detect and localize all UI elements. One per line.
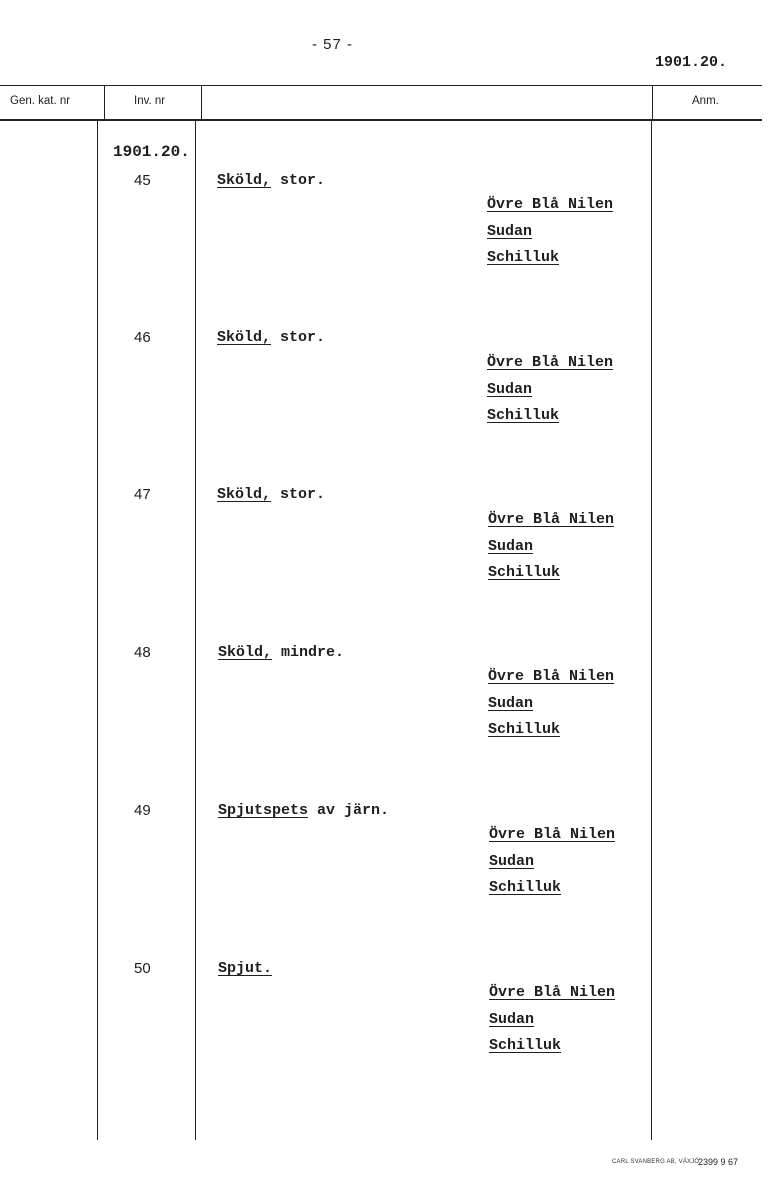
column-header-inv-nr: Inv. nr (134, 95, 166, 107)
header-top-rule (0, 85, 762, 86)
object-detail: stor. (271, 329, 326, 346)
origin-block (487, 192, 613, 272)
inv-number: 50 (134, 960, 151, 977)
object-description (217, 486, 325, 503)
origin-region: Övre Blå Nilen (488, 668, 615, 685)
object-description (218, 802, 389, 819)
origin-block (488, 664, 614, 744)
origin-country: Sudan (489, 1010, 535, 1028)
origin-country: Sudan (488, 694, 534, 712)
object-name: Sköld, (217, 329, 272, 346)
origin-country: Sudan (488, 537, 534, 555)
origin-region: Övre Blå Nilen (489, 826, 616, 843)
column-divider-desc (201, 86, 202, 120)
inv-number: 47 (134, 486, 151, 503)
origin-people: Schilluk (489, 879, 562, 896)
printer-imprint: CARL SVANBERG AB, VÄXJÖ (612, 1159, 700, 1165)
inv-number: 49 (134, 802, 151, 819)
origin-block (488, 507, 614, 587)
origin-people: Schilluk (488, 564, 561, 581)
origin-people: Schilluk (488, 721, 561, 738)
column-divider-inv (104, 86, 105, 120)
column-divider-anm (652, 86, 653, 120)
origin-block (489, 822, 615, 902)
object-detail: stor. (271, 172, 326, 189)
object-name: Sköld, (218, 644, 273, 661)
header-accession-number: 1901.20. (655, 54, 728, 71)
inv-number: 45 (134, 172, 151, 189)
object-name: Spjut. (218, 960, 273, 977)
page-number: - 57 - (312, 36, 354, 53)
origin-country: Sudan (487, 380, 533, 398)
inv-number: 48 (134, 644, 151, 661)
inv-number: 46 (134, 329, 151, 346)
origin-people: Schilluk (489, 1037, 562, 1054)
object-name: Sköld, (217, 486, 272, 503)
origin-country: Sudan (489, 852, 535, 870)
object-detail: mindre. (272, 644, 345, 661)
origin-region: Övre Blå Nilen (487, 354, 614, 371)
origin-region: Övre Blå Nilen (487, 196, 614, 213)
form-code: 2399 9 67 (698, 1157, 739, 1167)
column-header-gen-kat-nr: Gen. kat. nr (10, 95, 71, 107)
origin-block (489, 980, 615, 1060)
header-bottom-rule (0, 119, 762, 121)
origin-block (487, 350, 613, 430)
origin-people: Schilluk (487, 407, 560, 424)
object-name: Sköld, (217, 172, 272, 189)
object-detail: stor. (271, 486, 326, 503)
origin-region: Övre Blå Nilen (488, 511, 615, 528)
object-description (218, 960, 272, 977)
accession-number: 1901.20. (113, 143, 190, 161)
object-description (217, 329, 325, 346)
origin-people: Schilluk (487, 249, 560, 266)
object-name: Spjutspets (218, 802, 309, 819)
body-divider-anm (651, 121, 652, 1140)
body-divider-inv (195, 121, 196, 1140)
origin-region: Övre Blå Nilen (489, 984, 616, 1001)
object-description (218, 644, 344, 661)
origin-country: Sudan (487, 222, 533, 240)
object-description (217, 172, 325, 189)
object-detail: av järn. (308, 802, 390, 819)
body-divider-left (97, 121, 98, 1140)
column-header-anm: Anm. (692, 95, 719, 107)
